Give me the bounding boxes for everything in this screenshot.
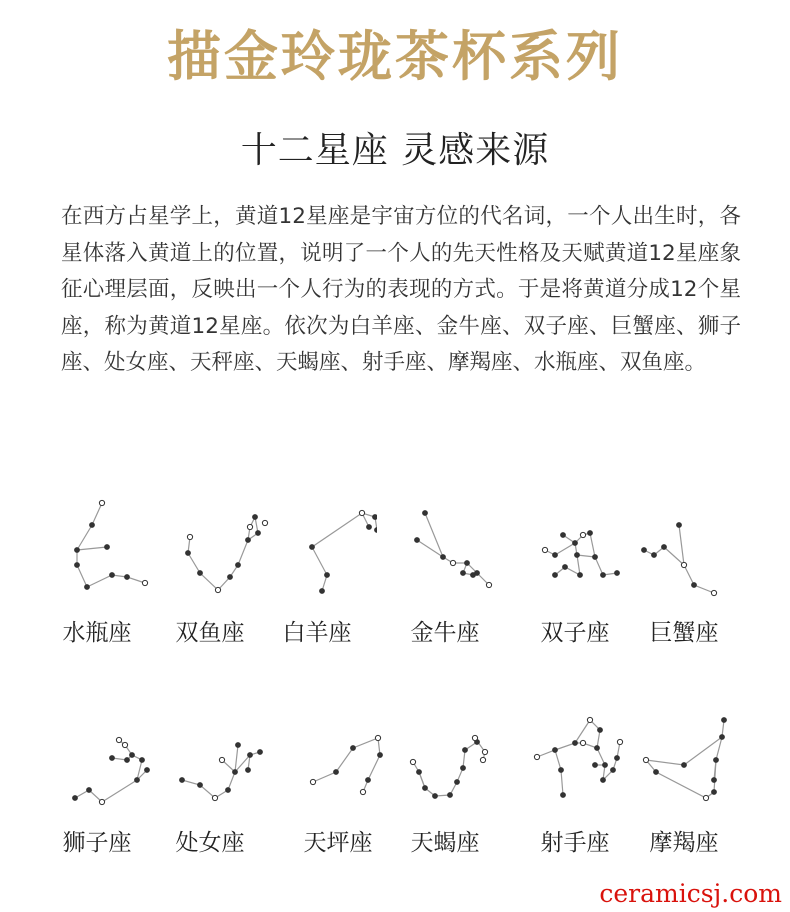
star-dot	[611, 768, 616, 773]
star-dot	[75, 563, 80, 568]
star-dot	[461, 571, 466, 576]
star-dot	[334, 770, 339, 775]
star-dot	[236, 563, 241, 568]
intro-paragraph: 在西方占星学上，黄道12星座是宇宙方位的代名词，一个人出生时，各星体落入黄道上的位置，说明了一个人的先天性格及天赋黄道12星座象征心理层面，反映出一个人行为的表现的方式。于是将黄道分成12个星座，称为黄道12星座。依次为白羊座、金牛座、双子座、巨蟹座、狮子座、处女座、天秤座、天蝎座、射手座、摩羯座、水瓶座、双鱼座。	[61, 204, 741, 375]
star-dot	[472, 735, 477, 740]
star-dot	[226, 788, 231, 793]
star-dot	[450, 560, 455, 565]
star-dot	[553, 553, 558, 558]
star-dot	[553, 573, 558, 578]
star-dot	[598, 728, 603, 733]
star-dot	[366, 778, 371, 783]
star-dot	[553, 748, 558, 753]
star-dot	[410, 759, 415, 764]
star-dot	[99, 500, 104, 505]
star-dot	[711, 590, 716, 595]
capricorn-icon	[634, 710, 744, 820]
star-line	[77, 503, 102, 550]
star-dot	[601, 778, 606, 783]
star-dot	[643, 757, 648, 762]
star-dot	[573, 541, 578, 546]
star-dot	[559, 768, 564, 773]
star-dot	[654, 770, 659, 775]
page-subtitle: 十二星座 灵感来源	[240, 130, 550, 171]
constellation-label: 白羊座	[282, 620, 352, 646]
star-dot	[85, 585, 90, 590]
star-dot	[99, 799, 104, 804]
star-dot	[125, 575, 130, 580]
star-dot	[375, 528, 377, 533]
star-dot	[236, 743, 241, 748]
page-title: 描金玲珑茶杯系列	[167, 25, 623, 88]
star-dot	[575, 553, 580, 558]
star-dot	[246, 768, 251, 773]
star-dot	[417, 770, 422, 775]
star-dot	[593, 555, 598, 560]
star-dot	[310, 779, 315, 784]
constellation-label: 巨蟹座	[649, 620, 719, 646]
star-dot	[258, 750, 263, 755]
star-dot	[256, 531, 261, 536]
gemini-icon	[525, 495, 635, 605]
aries-icon	[267, 495, 377, 605]
leo-icon	[47, 710, 157, 820]
star-dot	[441, 555, 446, 560]
star-dot	[561, 533, 566, 538]
star-dot	[351, 746, 356, 751]
star-dot	[360, 789, 365, 794]
star-dot	[247, 524, 252, 529]
star-dot	[320, 589, 325, 594]
star-dot	[662, 545, 667, 550]
star-dot	[642, 548, 647, 553]
star-dot	[248, 753, 253, 758]
constellation-gemini	[525, 495, 635, 605]
star-line	[75, 770, 147, 802]
star-dot	[87, 788, 92, 793]
star-dot	[140, 758, 145, 763]
pisces-icon	[160, 495, 270, 605]
star-dot	[652, 553, 657, 558]
star-dot	[145, 768, 150, 773]
star-dot	[461, 766, 466, 771]
star-dot	[722, 718, 727, 723]
star-dot	[219, 757, 224, 762]
constellation-label: 金牛座	[410, 620, 480, 646]
star-dot	[692, 583, 697, 588]
star-dot	[378, 753, 383, 758]
star-dot	[542, 547, 547, 552]
star-dot	[482, 749, 487, 754]
star-dot	[603, 763, 608, 768]
star-dot	[580, 532, 585, 537]
star-dot	[180, 778, 185, 783]
star-dot	[475, 571, 480, 576]
star-dot	[486, 582, 491, 587]
star-dot	[601, 573, 606, 578]
star-dot	[310, 545, 315, 550]
star-dot	[367, 525, 372, 530]
star-dot	[187, 534, 192, 539]
star-dot	[246, 538, 251, 543]
star-dot	[714, 758, 719, 763]
constellation-leo	[47, 710, 157, 820]
constellation-scorpio	[395, 710, 505, 820]
star-dot	[480, 757, 485, 762]
star-dot	[561, 793, 566, 798]
star-dot	[563, 565, 568, 570]
star-dot	[198, 783, 203, 788]
star-line	[575, 720, 600, 748]
constellation-label: 狮子座	[62, 830, 132, 856]
star-dot	[212, 795, 217, 800]
sagittarius-icon	[525, 710, 635, 820]
star-dot	[116, 737, 121, 742]
star-dot	[122, 742, 127, 747]
constellation-label: 天坪座	[303, 830, 373, 856]
constellation-label: 天蝎座	[410, 830, 480, 856]
star-dot	[415, 538, 420, 543]
star-dot	[578, 573, 583, 578]
libra-icon	[288, 710, 398, 820]
star-dot	[125, 758, 130, 763]
constellation-label: 双鱼座	[175, 620, 245, 646]
star-dot	[615, 571, 620, 576]
constellation-label: 射手座	[540, 830, 610, 856]
constellation-sagittarius	[525, 710, 635, 820]
star-line	[537, 742, 620, 780]
star-dot	[593, 763, 598, 768]
star-dot	[534, 754, 539, 759]
star-line	[77, 547, 107, 550]
constellation-label: 双子座	[540, 620, 610, 646]
constellation-virgo	[160, 710, 270, 820]
star-dot	[573, 741, 578, 746]
star-dot	[110, 573, 115, 578]
star-dot	[73, 796, 78, 801]
star-dot	[75, 548, 80, 553]
star-line	[664, 547, 684, 565]
star-line	[679, 525, 714, 593]
constellation-libra	[288, 710, 398, 820]
star-dot	[186, 551, 191, 556]
constellation-aquarius	[47, 495, 157, 605]
star-dot	[325, 573, 330, 578]
star-dot	[677, 523, 682, 528]
constellation-label: 水瓶座	[62, 620, 132, 646]
star-dot	[90, 523, 95, 528]
constellation-capricorn	[634, 710, 744, 820]
star-dot	[595, 746, 600, 751]
star-dot	[142, 580, 147, 585]
star-dot	[130, 753, 135, 758]
star-dot	[465, 561, 470, 566]
star-line	[313, 738, 380, 792]
star-line	[77, 550, 145, 587]
aquarius-icon	[47, 495, 157, 605]
virgo-icon	[160, 710, 270, 820]
constellation-aries	[267, 495, 377, 605]
star-dot	[373, 515, 377, 520]
star-dot	[375, 735, 380, 740]
scorpio-icon	[395, 710, 505, 820]
star-dot	[433, 794, 438, 799]
constellation-label: 摩羯座	[649, 830, 719, 856]
star-dot	[423, 511, 428, 516]
star-dot	[580, 740, 585, 745]
star-dot	[588, 531, 593, 536]
star-dot	[463, 748, 468, 753]
watermark: ceramicsj.com	[599, 879, 782, 908]
constellation-taurus	[395, 495, 505, 605]
star-dot	[135, 778, 140, 783]
star-dot	[198, 571, 203, 576]
cancer-icon	[634, 495, 744, 605]
star-dot	[110, 756, 115, 761]
star-dot	[587, 717, 592, 722]
star-dot	[228, 575, 233, 580]
constellation-cancer	[634, 495, 744, 605]
taurus-icon	[395, 495, 505, 605]
star-dot	[105, 545, 110, 550]
constellation-label: 处女座	[175, 830, 245, 856]
star-dot	[448, 793, 453, 798]
star-dot	[681, 562, 686, 567]
star-dot	[712, 790, 717, 795]
star-dot	[359, 510, 364, 515]
star-dot	[712, 778, 717, 783]
star-dot	[682, 763, 687, 768]
star-dot	[455, 780, 460, 785]
star-line	[646, 720, 724, 798]
constellation-pisces	[160, 495, 270, 605]
star-line	[646, 737, 722, 765]
star-dot	[423, 786, 428, 791]
star-dot	[253, 515, 258, 520]
star-dot	[233, 770, 238, 775]
star-dot	[215, 587, 220, 592]
star-dot	[720, 735, 725, 740]
star-dot	[615, 756, 620, 761]
star-dot	[703, 795, 708, 800]
star-dot	[617, 739, 622, 744]
